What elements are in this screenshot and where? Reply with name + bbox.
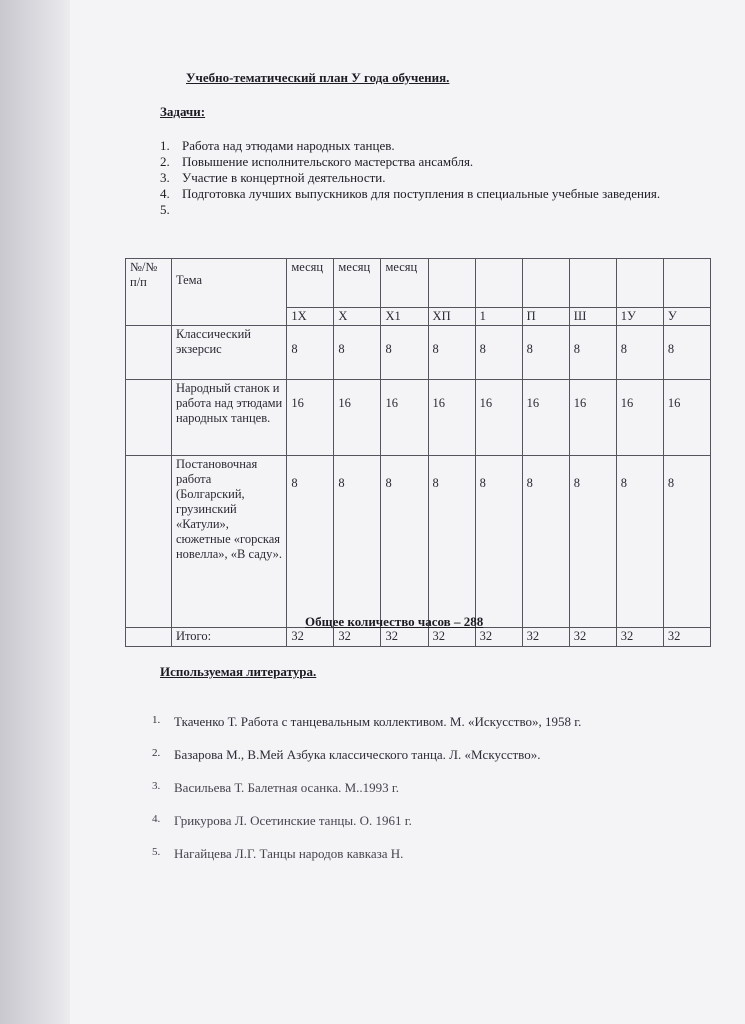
literature-number: 2. [152,747,161,759]
total-cell: 32 [428,628,475,647]
hours-cell: 8 [287,326,334,380]
table-row [126,326,711,380]
hours-cell: 8 [616,326,663,380]
task-item [160,154,680,170]
month-cell: Х1 [381,308,428,326]
literature-item [152,813,692,835]
table-row [126,380,711,456]
literature-text: Грикурова Л. Осетинские танцы. О. 1961 г. [174,813,412,828]
task-text: Работа над этюдами народных танцев. [182,138,395,153]
page-title: Учебно-тематический план У года обучения. [186,70,450,85]
table-header-row [126,259,711,308]
hours-cell: 16 [522,380,569,456]
hours-cell: 8 [287,456,334,628]
total-cell: 32 [475,628,522,647]
hours-cell: 16 [569,380,616,456]
literature-text: Базарова М., В.Мей Азбука классического танца. Л. «Мскусство». [174,747,541,762]
literature-text: Ткаченко Т. Работа с танцевальным коллективом. М. «Искусство», 1958 г. [174,714,582,729]
plan-table [125,258,711,647]
hours-cell: 8 [334,456,381,628]
literature-text: Нагайцева Л.Г. Танцы народов кавказа Н. [174,846,404,861]
hours-cell: 8 [428,456,475,628]
task-number: 3. [160,170,170,185]
task-item [160,138,680,154]
month-cell: Х [334,308,381,326]
scan-edge [0,0,70,1024]
total-cell: 32 [616,628,663,647]
hours-cell: 8 [334,326,381,380]
literature-item [152,714,692,736]
task-item [160,186,680,202]
hours-cell: 16 [287,380,334,456]
header-month [616,259,663,308]
hours-cell: 16 [663,380,710,456]
task-text [182,202,680,218]
task-text: Участие в концертной деятельности. [182,170,386,185]
month-cell: У [663,308,710,326]
literature-item [152,780,692,802]
total-cell: 32 [287,628,334,647]
literature-heading: Используемая литература. [160,664,317,679]
literature-number: 3. [152,780,161,792]
total-row [126,628,711,647]
hours-cell: 16 [616,380,663,456]
total-cell: 32 [381,628,428,647]
total-cell: 32 [334,628,381,647]
task-number: 4. [160,186,170,201]
hours-cell: 16 [428,380,475,456]
month-cell: ХП [428,308,475,326]
literature-text: Васильева Т. Балетная осанка. М..1993 г. [174,780,400,795]
hours-cell: 8 [381,326,428,380]
literature-number: 1. [152,714,161,726]
hours-cell: 8 [522,456,569,628]
month-cell: Ш [569,308,616,326]
row-num-cell [126,456,172,628]
header-month [663,259,710,308]
literature-number: 5. [152,846,161,858]
task-text: Подготовка лучших выпускников для поступления в специальные учебные заведения. [182,186,661,201]
task-number: 5. [160,202,170,217]
hours-cell: 8 [616,456,663,628]
month-cell: 1Х [287,308,334,326]
task-text: Повышение исполнительского мастерства ансамбля. [182,154,474,169]
month-cell: П [522,308,569,326]
table-row [126,456,711,628]
header-month [475,259,522,308]
hours-cell: 8 [475,456,522,628]
hours-cell: 8 [381,456,428,628]
task-item [160,170,680,186]
topic-cell: Постановочная работа (Болгарский, грузинский «Катули», сюжетные «горская новелла», «В саду». [171,456,286,628]
literature-item [152,846,692,868]
row-num-cell [126,628,172,647]
month-cell: 1 [475,308,522,326]
total-label: Итого: [171,628,286,647]
total-hours: Общее количество часов – 288 [305,614,484,629]
hours-cell: 16 [334,380,381,456]
header-month: месяц [381,259,428,308]
header-month [569,259,616,308]
topic-cell: Классический экзерсис [171,326,286,380]
total-cell: 32 [569,628,616,647]
hours-cell: 8 [663,456,710,628]
header-topic: Тема [171,259,286,326]
month-cell: 1У [616,308,663,326]
literature-number: 4. [152,813,161,825]
header-num: №/№ п/п [126,259,172,326]
row-num-cell [126,326,172,380]
total-cell: 32 [663,628,710,647]
hours-cell: 8 [663,326,710,380]
literature-list [152,714,692,879]
tasks-list [160,138,680,218]
topic-cell: Народный станок и работа над этюдами народных танцев. [171,380,286,456]
row-num-cell [126,380,172,456]
hours-cell: 8 [522,326,569,380]
hours-cell: 8 [475,326,522,380]
header-month: месяц [334,259,381,308]
hours-cell: 8 [569,456,616,628]
hours-cell: 16 [381,380,428,456]
task-number: 2. [160,154,170,169]
header-month [522,259,569,308]
hours-cell: 16 [475,380,522,456]
header-month: месяц [287,259,334,308]
task-item [160,202,680,218]
literature-item [152,747,692,769]
task-number: 1. [160,138,170,153]
hours-cell: 8 [569,326,616,380]
tasks-heading: Задачи: [160,104,206,119]
total-cell: 32 [522,628,569,647]
header-month [428,259,475,308]
hours-cell: 8 [428,326,475,380]
